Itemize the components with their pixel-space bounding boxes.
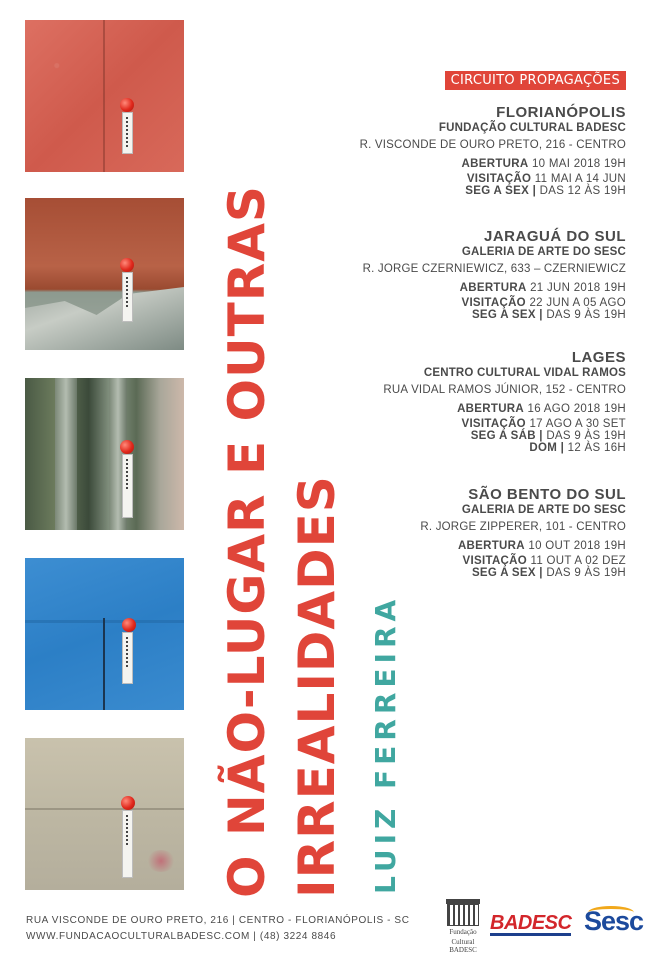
event-lages [383,349,626,454]
event-venue: GALERIA DE ARTE DO SESC [461,504,626,516]
event-city: FLORIANÓPOLIS [496,104,626,121]
event-hours: DOM | 12 ÀS 16H [529,442,626,454]
event-venue: FUNDAÇÃO CULTURAL BADESC [438,122,626,134]
footer-contact: WWW.FUNDACAOCULTURALBADESC.COM | (48) 3224 8846 [26,931,337,942]
building-icon [447,904,479,926]
event-sao-bento-do-sul [420,486,626,579]
label-tag [122,112,133,154]
photo-stone-wall [25,738,184,890]
wall-bar [55,378,77,530]
label-tag [122,810,133,878]
event-city: JARAGUÁ DO SUL [483,228,626,245]
event-venue: CENTRO CULTURAL VIDAL RAMOS [423,367,626,379]
rock-shape [25,280,184,350]
label-tag [122,454,133,518]
event-opening: ABERTURA 21 JUN 2018 19H [459,282,626,294]
wall-crack [103,20,105,172]
red-pin-icon [120,440,134,454]
event-opening: ABERTURA 10 OUT 2018 19H [457,540,626,552]
event-florianopolis [360,104,626,197]
red-pin-icon [120,258,134,272]
event-hours: SEG A SÁB | DAS 9 ÀS 19H [470,430,626,442]
wall-crack [103,618,105,710]
event-address: R. JORGE ZIPPERER, 101 - CENTRO [420,521,626,533]
event-visitation: VISITAÇÃO 22 JUN A 05 AGO [461,297,626,309]
event-city: SÃO BENTO DO SUL [468,486,626,503]
fundacao-cultural-badesc-logo: Fundação Cultural BADESC [446,904,480,954]
badesc-logo: BADESC [490,912,572,934]
photo-green-wall [25,378,184,530]
wall-stain [146,850,176,872]
event-visitation: VISITAÇÃO 17 AGO A 30 SET [461,418,626,430]
exhibition-title-line-1: O NÃO-LUGAR E OUTRAS [218,185,276,898]
event-opening: ABERTURA 16 AGO 2018 19H [457,403,626,415]
event-city: LAGES [571,349,626,366]
event-visitation: VISITAÇÃO 11 OUT A 02 DEZ [462,555,626,567]
event-address: RUA VIDAL RAMOS JÚNIOR, 152 - CENTRO [383,384,626,396]
exhibition-title-line-2: IRREALIDADES [288,475,346,898]
footer-address: RUA VISCONDE DE OURO PRETO, 216 | CENTRO - FLORIANÓPOLIS - SC [26,915,410,926]
label-tag [122,272,133,322]
event-jaragua-do-sul [363,228,626,321]
event-address: R. JORGE CZERNIEWICZ, 633 – CZERNIEWICZ [362,263,626,275]
sesc-logo: Sesc [584,906,644,936]
event-visitation: VISITAÇÃO 11 MAI A 14 JUN [466,173,626,185]
wall-mortar [25,808,184,810]
artist-name: LUIZ FERREIRA [369,594,402,894]
sesc-arc-icon [588,906,634,919]
photo-blue-wall [25,558,184,710]
event-hours: SEG A SEX | DAS 9 ÀS 19H [471,567,626,579]
event-opening: ABERTURA 10 MAI 2018 19H [461,158,626,170]
event-address: R. VISCONDE DE OURO PRETO, 216 - CENTRO [359,139,626,151]
event-venue: GALERIA DE ARTE DO SESC [461,246,626,258]
red-pin-icon [121,796,135,810]
photo-rock-wall [25,198,184,350]
red-pin-icon [122,618,136,632]
red-pin-icon [120,98,134,112]
label-tag [122,632,133,684]
event-hours: SEG A SEX | DAS 9 ÀS 19H [471,309,626,321]
circuit-badge: CIRCUITO PROPAGAÇÕES [445,71,626,90]
event-hours: SEG A SEX | DAS 12 ÀS 19H [465,185,626,197]
photo-red-wall [25,20,184,172]
